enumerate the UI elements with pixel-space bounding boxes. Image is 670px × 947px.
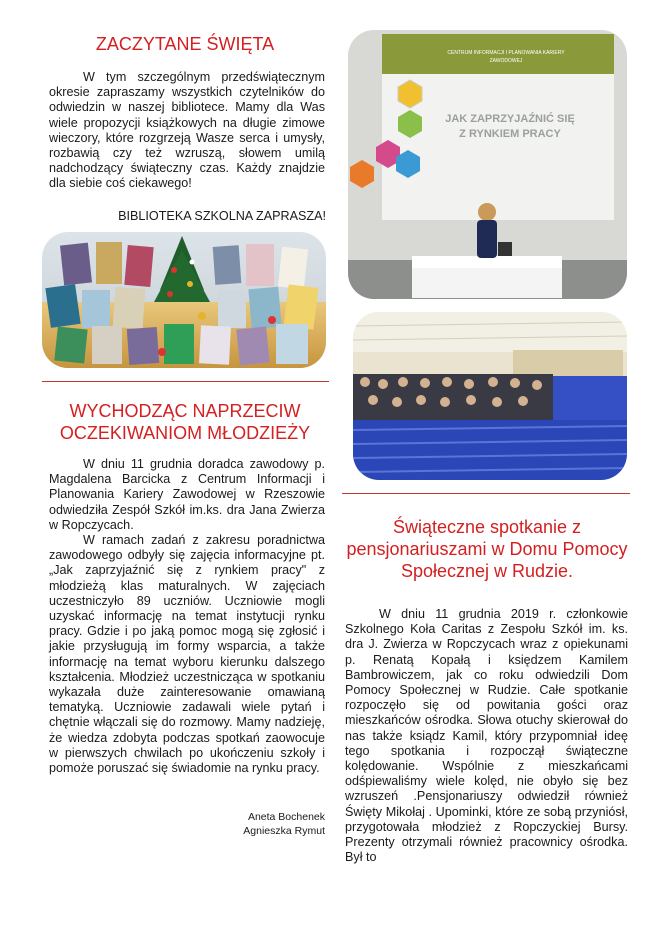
slide-header-2: ZAWODOWEJ xyxy=(489,58,523,64)
slide-title-1: JAK ZAPRZYJAŹNIĆ SIĘ xyxy=(445,113,575,125)
signature-block xyxy=(180,810,325,838)
career-article-body xyxy=(49,457,325,776)
caritas-paragraph: W dniu 11 grudnia 2019 r. członkowie Szkolnego Koła Caritas z Zespołu Szkół im. ks. dra J. Zwierza w Ropczycach wraz z opiekunami p. Renatą Kopałą i księdzem Kamilem Bambrowiczem, jak co roku odwiedzili Dom Pomocy Społecznej w Rudzie. Całe spotkanie rozpoczęło się od powitania gości oraz mieszkańców ośrodka. Słowa otuchy skierował do nas także ksiądz Kamil, który przypomniał ideę tego spotkania i rozpoczął świąteczne kolędowanie. Wspólnie z mieszkańcami odśpiewaliśmy wiele kolęd, nie obyło się bez wzruszeń .Pensjonariuszy odwiedził również Święty Mikołaj . Upominki, które ze sobą przyniósł, przygotowała młodzież z Ropczyckiej Bursy. Prezenty otrzymali również pracownicy ośrodka. Był to xyxy=(345,607,628,865)
title-line-2: OCZEKIWANIOM MŁODZIEŻY xyxy=(59,423,311,443)
books-illustration xyxy=(42,232,326,368)
title3-line-2: pensjonariuszami w Domu Pomocy xyxy=(346,539,628,559)
title3-line-3: Społecznej w Rudzie. xyxy=(400,561,574,581)
title-line-1: WYCHODZĄC NAPRZECIW xyxy=(69,401,301,421)
lecture-hall-illustration xyxy=(353,312,627,480)
author-2: Agnieszka Rymut xyxy=(243,825,325,837)
lecture-hall-photo xyxy=(353,312,627,480)
article-title-christmas-meeting xyxy=(342,516,632,582)
slide-title-2: Z RYNKIEM PRACY xyxy=(459,128,561,140)
career-paragraph-2: W ramach zadań z zakresu poradnictwa zawodowego odbyły się zajęcia informacyjne pt. „Jak zaprzyjaźnić się z rynkiem pracy" z młodzieżą klas maturalnych. W zajęciach uczestniczyło 89 uczniów. Uczniowie mogli uzyskać informację na temat instytucji rynku pracy. Gdzie i po jaką pomoc mogą się zgłosić i jakie przysługują im formy wsparcia, a także informację na temat wyboru kierunku dalszego kształcenia. Młodzież uczestnicząca w spotkaniu wykazała duże zainteresowanie omawianą tematyką. Uczniowie zadawali wiele pytań i chętnie włączali się do rozmowy. Mamy nadzieję, że wiedza zdobyta podczas spotkań zaowocuje w pierwszych chwilach po ukończeniu szkoły i pomoże poruszać się świadomie na rynku pracy. xyxy=(49,533,325,776)
library-invite: BIBLIOTEKA SZKOLNA ZAPRASZA! xyxy=(118,209,326,223)
article-title-reading-holidays: ZACZYTANE ŚWIĘTA xyxy=(95,34,275,54)
author-1: Aneta Bochenek xyxy=(247,811,325,823)
section-divider-left xyxy=(42,381,329,382)
career-paragraph-1: W dniu 11 grudnia doradca zawodowy p. Magdalena Barcicka z Centrum Informacji i Planowania Kariery Zawodowej w Rzeszowie odwiedziła Zespół Szkół im.ks. dra Jana Zwierza w Ropczycach. xyxy=(49,457,325,532)
caritas-article-body xyxy=(345,607,628,865)
title3-line-1: Świąteczne spotkanie z xyxy=(392,517,582,537)
intro-paragraph xyxy=(49,70,325,192)
books-photo xyxy=(42,232,326,368)
presentation-photo xyxy=(348,30,627,299)
section-divider-right xyxy=(342,493,630,494)
intro-text: W tym szczególnym przedświątecznym okresie zapraszamy wszystkich czytelników do odwiedzin w naszej bibliotece. Mamy dla Was wiele propozycji książkowych na długie zimowe wieczory, które rozgrzeją Wasze serca i umysły, rozbawią czy też wzruszą, słowem umilą nadchodzący świąteczny czas. Każdy znajdzie dla siebie coś ciekawego! xyxy=(49,70,325,191)
presentation-illustration xyxy=(348,30,627,299)
slide-header-1: CENTRUM INFORMACJI I PLANOWANIA KARIERY xyxy=(447,50,565,56)
article-title-youth xyxy=(40,400,330,444)
